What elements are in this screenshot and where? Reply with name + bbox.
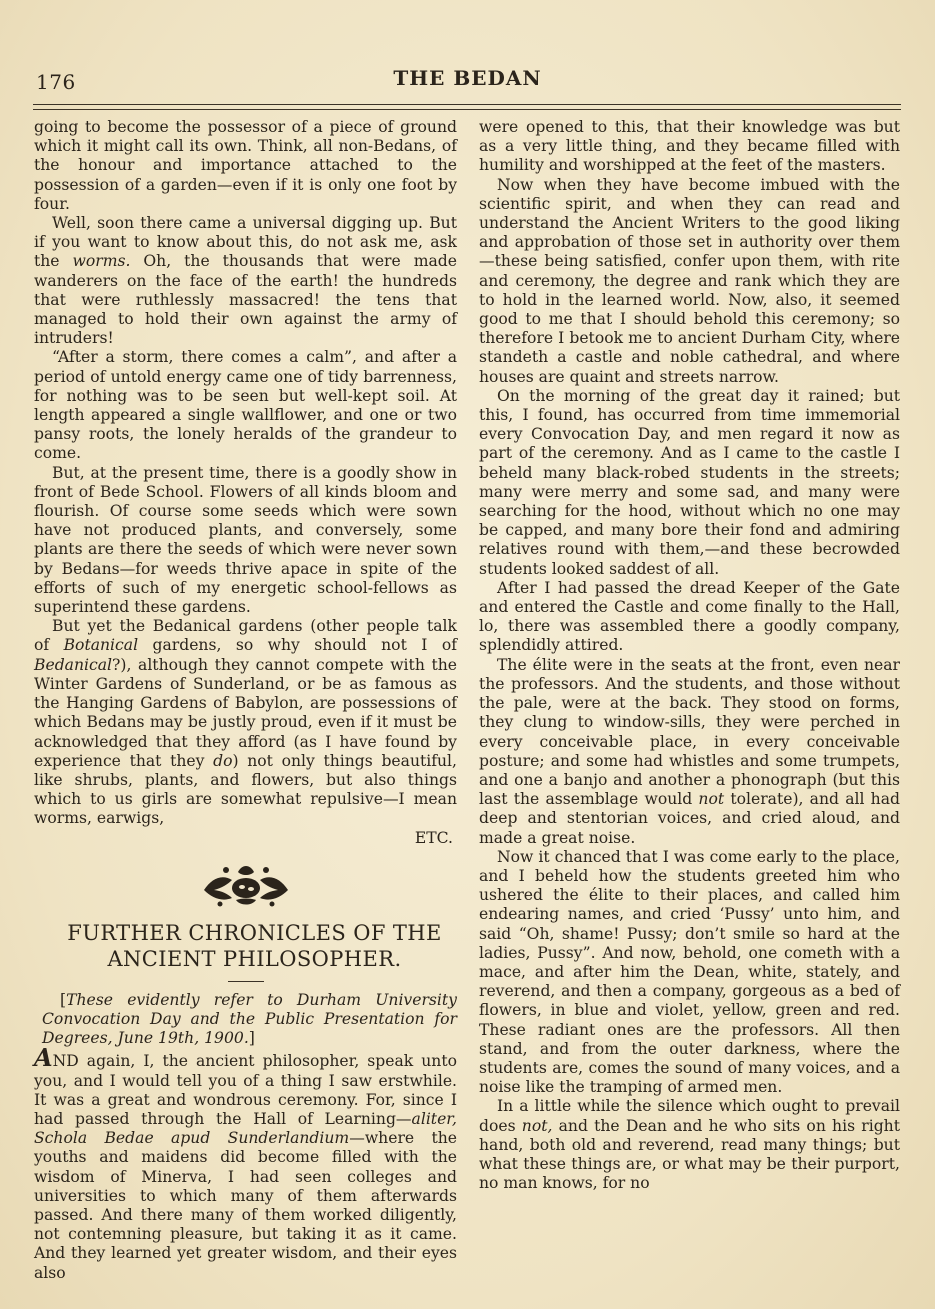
paragraph: going to become the possessor of a piece of ground which it might call its own. Think, all non-Bedans, of the honour and importance attached to the possession of a garden—even if it is only one foot by four.	[34, 118, 457, 213]
paragraph	[34, 214, 457, 348]
paragraph: On the morning of the great day it rained; but this, I found, has occurred from time immemorial every Convocation Day, and men regard it now as part of the ceremony. And as I came to the castle I beheld many black-robed students in the streets; many were merry and some sad, and many were searching for the hood, without which no one may be capped, and many bore their fond and admiring relatives round with them,—and these becrowded students looked saddest of all.	[479, 386, 900, 578]
page-number: 176	[36, 70, 76, 94]
text: —where the youths and maidens did become filled with the wisdom of Minerva, I had seen colleges and universities to which many of them afterwards passed. And there many of them worked diligently, not contemning pleasure, but taking it as it came. And they learned yet greater wisdom, and their eyes also	[34, 1129, 458, 1282]
running-title: THE BEDAN	[393, 66, 542, 90]
header-rule	[33, 104, 901, 105]
header-rule-thin	[33, 109, 901, 110]
heading-rule	[228, 981, 264, 982]
signoff: ETC.	[414, 828, 453, 847]
ornament-icon	[34, 854, 457, 914]
text: In a little while the silence which ought to prevail does	[479, 1097, 900, 1135]
bracket: ]	[248, 1029, 255, 1048]
text: again, I, the ancient philosopher, speak unto you, and I would tell you of a thing I saw erstwhile. It was a great and wondrous ceremony. For, since I had passed through the Hall of Learning—	[34, 1052, 457, 1128]
article-heading-line1: FURTHER CHRONICLES OF THE	[67, 920, 442, 945]
editorial-note	[34, 991, 457, 1049]
paragraph: Now when they have become imbued with the scientific spirit, and when they can read and understand the Ancient Writers to the good liking and approbation of those set in authority over them—these being satisfied, confer upon them, with rite and ceremony, the degree and rank which they are to hold in the learned world. Now, also, it seemed good to me that I should behold this ceremony; so therefore I betook me to ancient Durham City, where standeth a castle and noble cathedral, and where houses are quaint and streets narrow.	[479, 175, 900, 386]
italic-text: aliter, Schola Bedae apud Sunderlandium	[34, 1109, 457, 1148]
italic-text: Bedanical	[34, 655, 113, 674]
text: But yet the Bedanical gardens (other people talk of	[34, 617, 457, 655]
drop-cap: A	[34, 1043, 53, 1073]
left-column	[34, 118, 457, 1283]
paragraph	[479, 656, 900, 848]
text: Well, soon there came a universal digging up. But if you want to know about this, do not ask me, ask the	[34, 214, 457, 271]
italic-text: not,	[521, 1116, 553, 1135]
bracket: [	[60, 990, 67, 1009]
right-column	[479, 118, 900, 1193]
paragraph: “After a storm, there comes a calm”, and after a period of untold energy came one of tidy barrenness, for nothing was to be seen but well-kept soil. At length appeared a single wallflower, and one or two pansy roots, the lonely heralds of the grandeur to come.	[34, 348, 457, 463]
text: Oh, the thousands that were made wanderers on the face of the earth! the hundreds that were ruthlessly massacred! the tens that managed to hold their own against the army of intruders!	[34, 252, 457, 348]
paragraph: After I had passed the dread Keeper of the Gate and entered the Castle and come finally to the Hall, lo, there was assembled there a goodly company, splendidly attired.	[479, 578, 900, 655]
text: The élite were in the seats at the front, even near the professors. And the students, and those without the pale, were at the back. They stood on forms, they clung to window-sills, they were perched in every conceivable place, in every conceivable posture; and some had whistles and some trumpets, and one a banjo and another a phonograph (but this last the assemblage would	[479, 655, 900, 809]
paragraph	[34, 1043, 458, 1282]
paragraph: But, at the present time, there is a goodly show in front of Bede School. Flowers of all kinds bloom and flourish. Of course some seeds which were sown have not produced plants, and conversely, some plants are there the seeds of which were never sown by Bedans—for weeds thrive apace in spite of the efforts of such of my energetic school-fellows as superintend these gardens.	[34, 463, 457, 617]
text: gardens, so why should not I of	[138, 636, 458, 655]
paragraph: were opened to this, that their knowledge was but as a very little thing, and they became filled with humility and worshipped at the feet of the masters.	[479, 118, 900, 175]
italic-text: do	[213, 751, 233, 770]
paragraph: Now it chanced that I was come early to the place, and I beheld how the students greeted him who ushered the élite to their places, and called him endearing names, and cried ‘Pussy’ unto him, and said “Oh, shame! Pussy; don’t smile so hard at the ladies, Pussy”. And now, behold, one cometh with a mace, and after him the Dean, white, stately, and reverend, and then a company, gorgeous as a bed of flowers, in blue and violet, yellow, green and red. These radiant ones are the professors. All then stand, and from the outer darkness, where the students are, comes the sound of many voices, and a noise like the tramping of armed men.	[479, 847, 900, 1097]
text: ) not only things beautiful, like shrubs, plants, and flowers, but also things which to us girls are somewhat repulsive—I mean worms, earwigs,	[34, 751, 458, 828]
italic-text: Botanical	[63, 636, 139, 655]
italic-text: worms.	[72, 252, 131, 271]
text: and the Dean and he who sits on his right hand, both old and reverend, read many things; but what these things are, or what may be their purport, no man knows, for no	[479, 1116, 900, 1193]
paragraph	[34, 617, 457, 828]
text: ?), although they cannot compete with the Winter Gardens of Sunderland, or be as famous as the Hanging Gardens of Babylon, are possessions of which Bedans may be justly proud, even if it must be acknowledged that they afford (as I have found by experience that they	[34, 655, 457, 770]
text: tolerate), and all had deep and stentorian voices, and cried aloud, and made a great noise.	[479, 790, 900, 847]
italic-text: not	[698, 790, 725, 809]
small-caps-text: ND	[52, 1052, 79, 1071]
note-text: These evidently refer to Durham University Convocation Day and the Public Presentation for Degrees, June 19th, 1900.	[42, 990, 457, 1048]
article-heading-line2: ANCIENT PHILOSOPHER.	[107, 946, 402, 971]
paragraph	[479, 1097, 900, 1193]
